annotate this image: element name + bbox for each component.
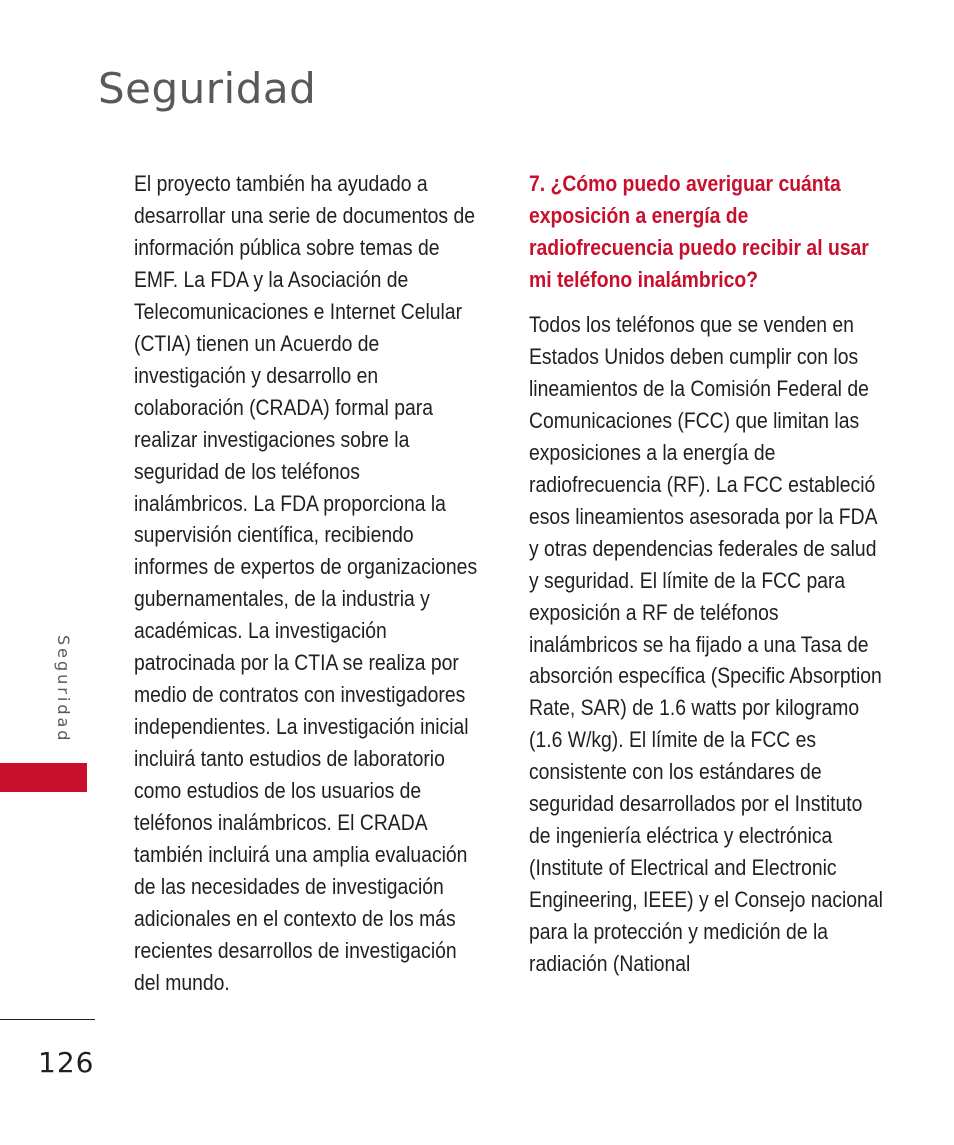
left-column-paragraph: El proyecto también ha ayudado a desarrollar una serie de documentos de información pública sobre temas de EMF. La FDA y la Asociación de Telecomunicaciones e Internet Celular (CTIA) tienen un Acuerdo de investigación y desarrollo en colaboración (CRADA) formal para realizar investigaciones sobre la seguridad de los teléfonos inalámbricos. La FDA proporciona la supervisión científica, recibiendo informes de expertos de organizaciones gubernamentales, de la industria y académicas. La investigación patrocinada por la CTIA se realiza por medio de contratos con investigadores independientes. La investigación inicial incluirá tanto estudios de laboratorio como estudios de los usuarios de teléfonos inalámbricos. El CRADA también incluirá una amplia evaluación de las necesidades de investigación adicionales en el contexto de los más recientes desarrollos de investigación del mundo. xyxy=(134,171,478,995)
footer-divider xyxy=(0,1019,95,1020)
page-number: 126 xyxy=(38,1046,95,1079)
side-section-tab xyxy=(0,763,87,792)
faq-question-7: 7. ¿Cómo puedo averiguar cuánta exposición a energía de radiofrecuencia puedo recibir al usar mi teléfono inalámbrico? xyxy=(529,171,869,292)
page-title: Seguridad xyxy=(98,64,317,113)
side-section-label: Seguridad xyxy=(54,635,73,744)
faq-answer-7: Todos los teléfonos que se venden en Estados Unidos deben cumplir con los lineamientos de la Comisión Federal de Comunicaciones (FCC) que limitan las exposiciones a la energía de radiofrecuencia (RF). La FCC estableció esos lineamientos asesorada por la FDA y otras dependencias federales de salud y seguridad. El límite de la FCC para exposición a RF de teléfonos inalámbricos se ha fijado a una Tasa de absorción específica (Specific Absorption Rate, SAR) de 1.6 watts por kilogramo (1.6 W/kg). El límite de la FCC es consistente con los estándares de seguridad desarrollados por el Instituto de ingeniería eléctrica y electrónica (Institute of Electrical and Electronic Engineering, IEEE) y el Consejo nacional para la protección y medición de la radiación (National xyxy=(529,312,883,977)
